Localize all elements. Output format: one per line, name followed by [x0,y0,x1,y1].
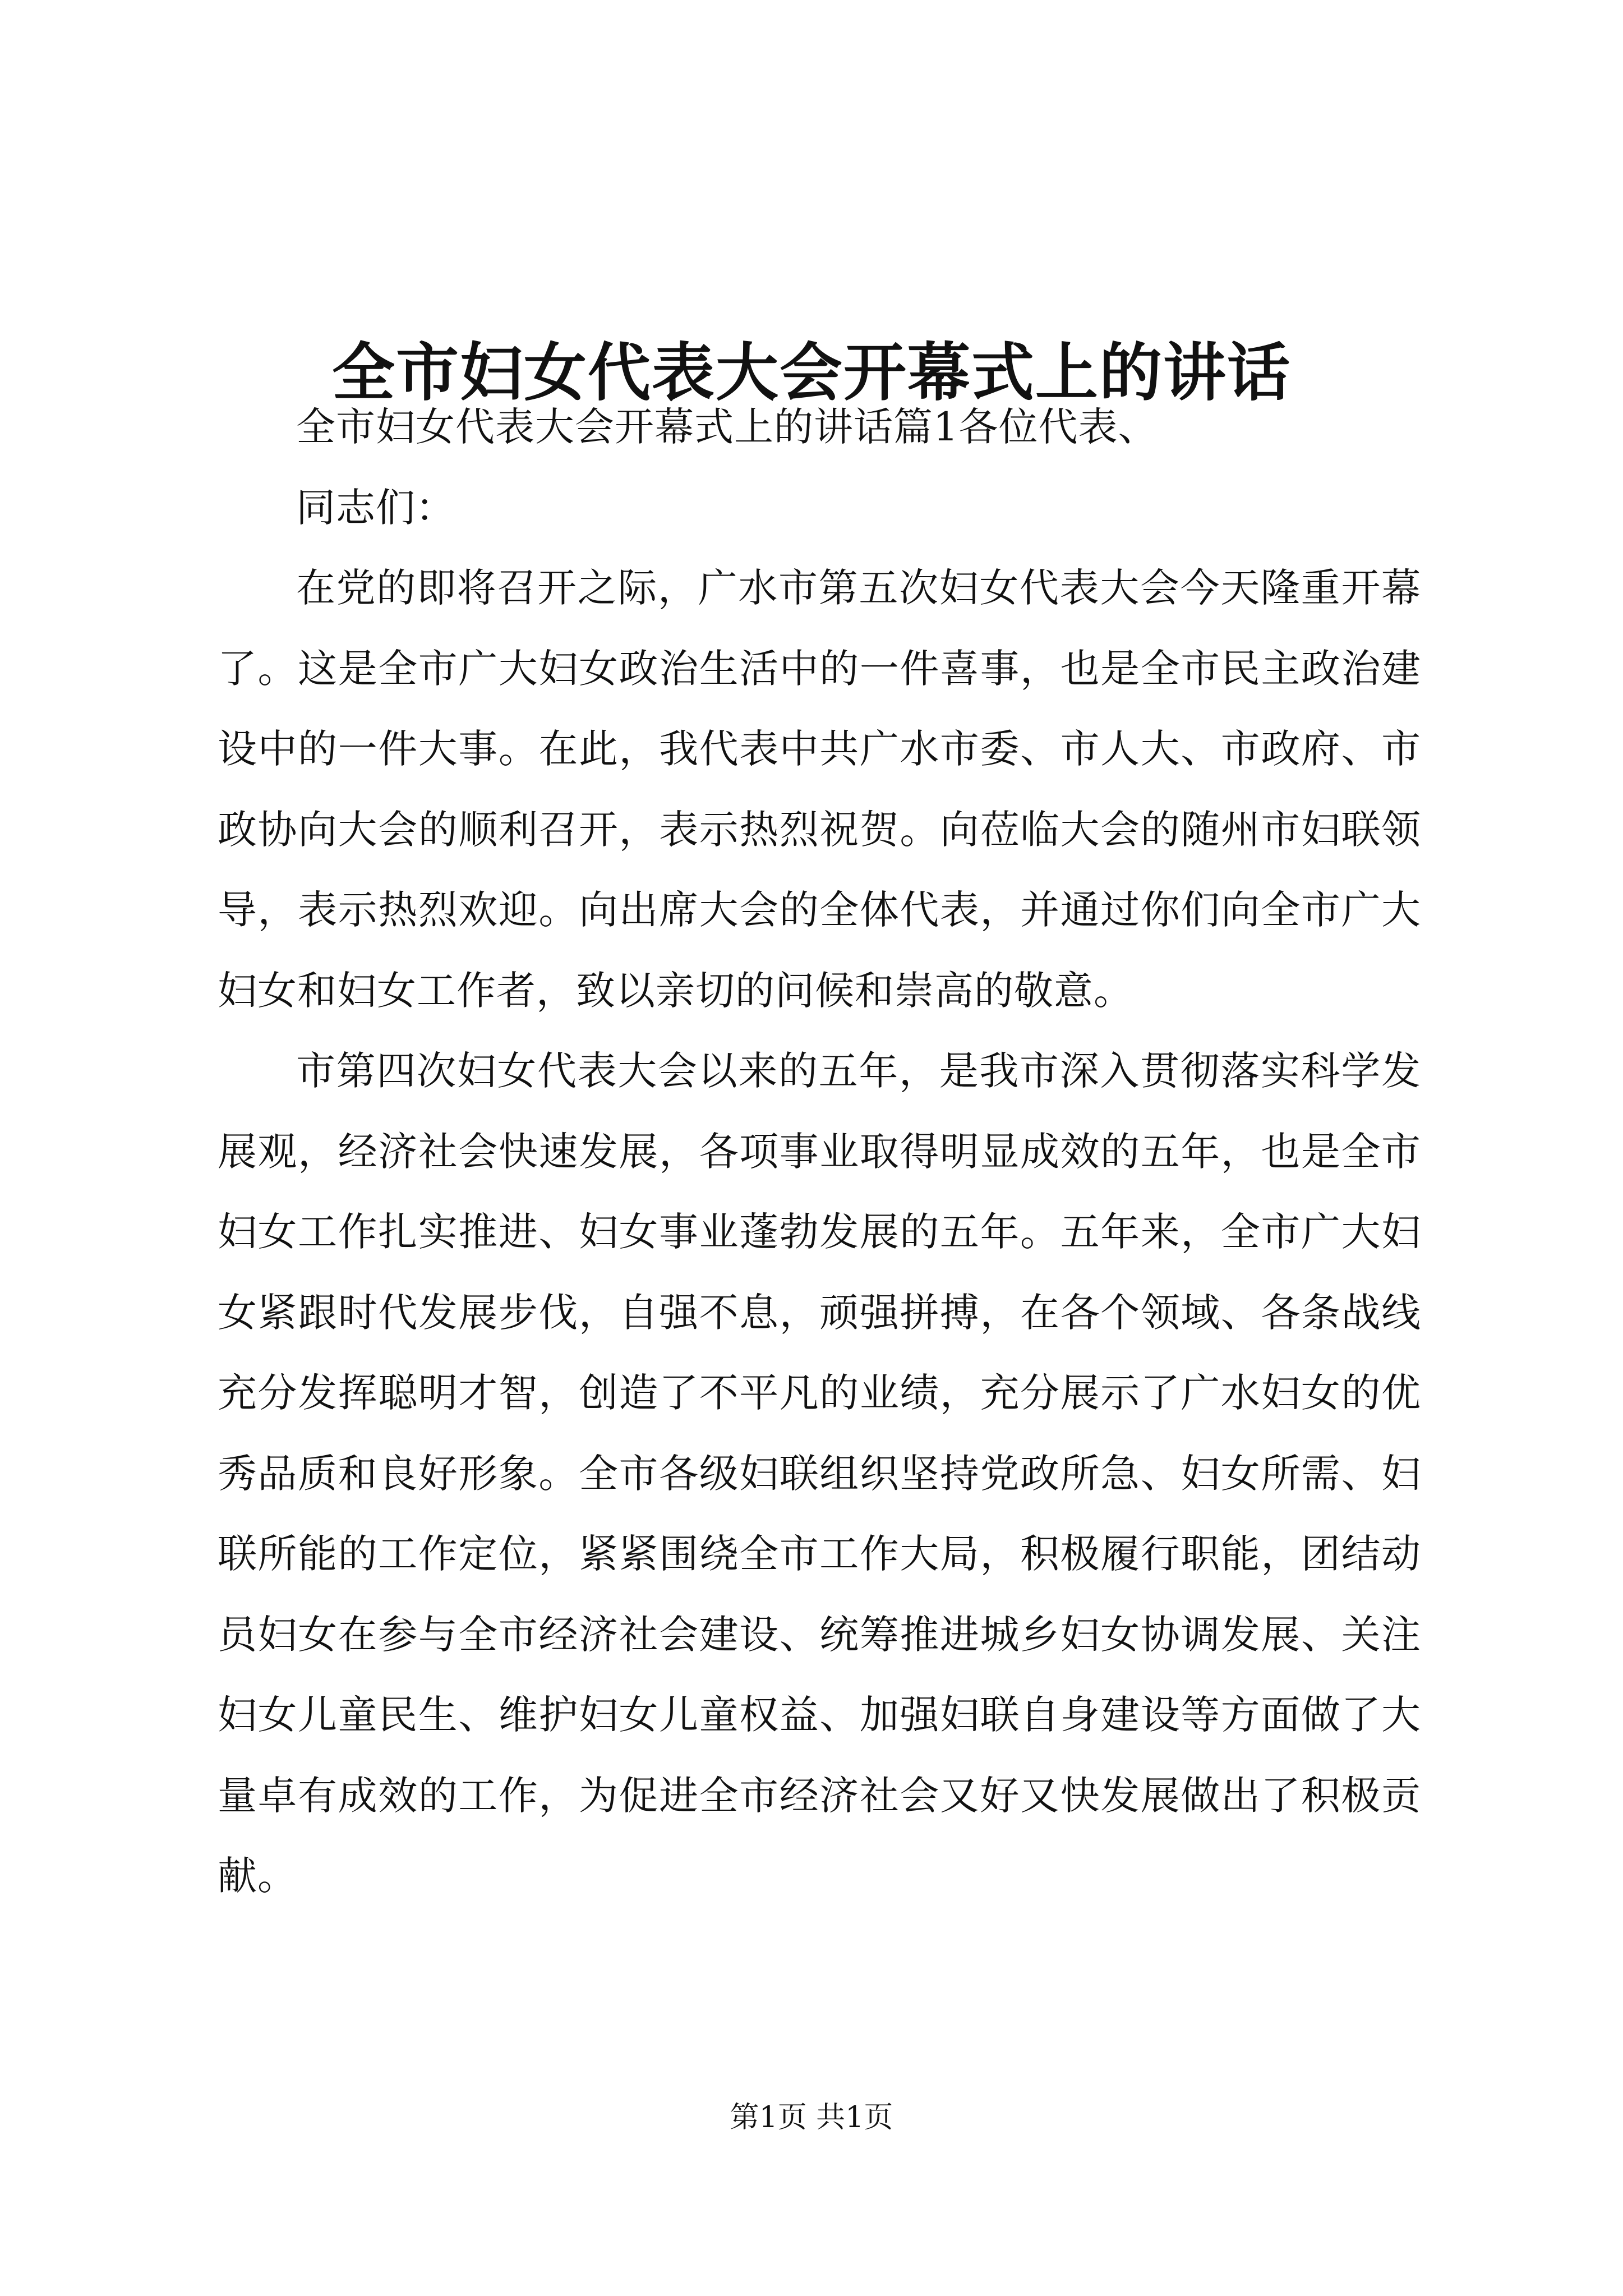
document-body [218,387,1421,1917]
paragraph-3: 在党的即将召开之际，广水市第五次妇女代表大会今天隆重开幕了。这是全市广大妇女政治生活中的一件喜事，也是全市民主政治建设中的一件大事。在此，我代表中共广水市委、市人大、市政府、市政协向大会的顺利召开，表示热烈祝贺。向莅临大会的随州市妇联领导，表示热烈欢迎。向出席大会的全体代表，并通过你们向全市广大妇女和妇女工作者，致以亲切的问候和崇高的敬意。 [218,565,1421,1014]
document-title: 全市妇女代表大会开幕式上的讲话 [332,336,1291,410]
paragraph-1: 全市妇女代表大会开幕式上的讲话篇1各位代表、 [296,404,1158,450]
paragraph-4: 市第四次妇女代表大会以来的五年，是我市深入贯彻落实科学发展观，经济社会快速发展，各项事业取得明显成效的五年，也是全市妇女工作扎实推进、妇女事业蓬勃发展的五年。五年来，全市广大妇女紧跟时代发展步伐，自强不息，顽强拼搏，在各个领域、各条战线充分发挥聪明才智，创造了不平凡的业绩，充分展示了广水妇女的优秀品质和良好形象。全市各级妇联组织坚持党政所急、妇女所需、妇联所能的工作定位，紧紧围绕全市工作大局，积极履行职能，团结动员妇女在参与全市经济社会建设、统筹推进城乡妇女协调发展、关注妇女儿童民生、维护妇女儿童权益、加强妇联自身建设等方面做了大量卓有成效的工作，为促进全市经济社会又好又快发展做出了积极贡献。 [218,1048,1421,1899]
paragraph-2: 同志们： [296,484,455,531]
page-footer: 第1页 共1页 [730,2101,893,2134]
